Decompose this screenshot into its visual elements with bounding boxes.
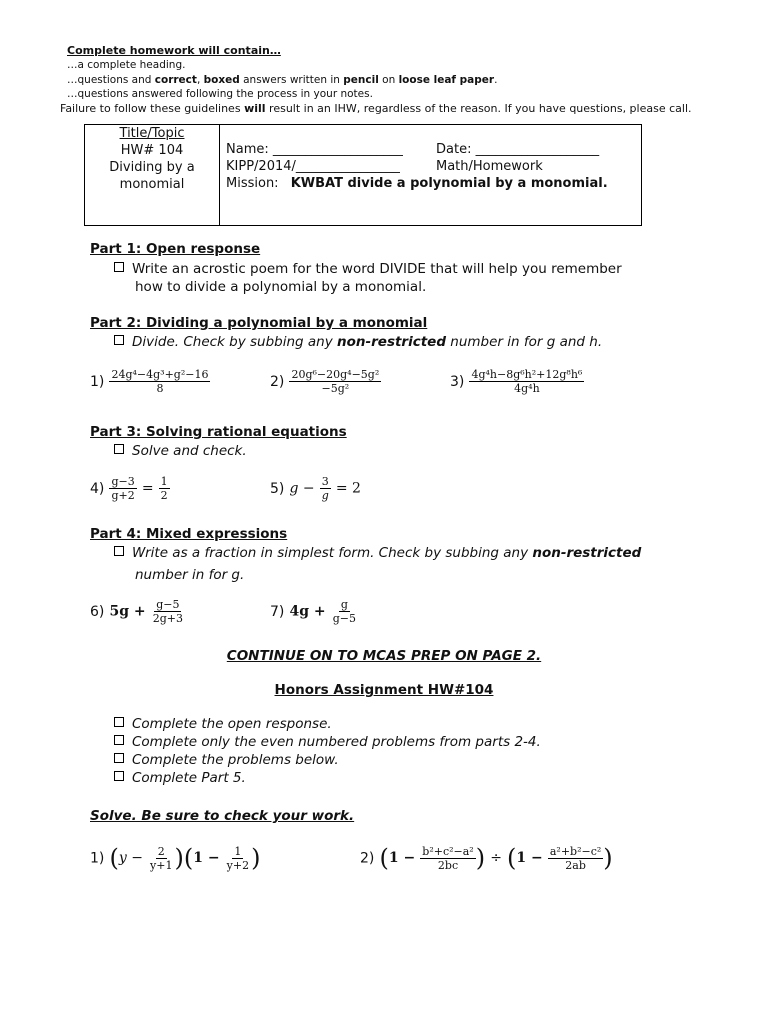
part4-nonrestricted: non-restricted xyxy=(532,545,642,561)
req2-boxed: boxed xyxy=(203,74,240,86)
numerator: 3 xyxy=(321,475,329,488)
equals-sign: = xyxy=(141,480,154,497)
warn-text: Failure to follow these guidelines xyxy=(60,102,245,115)
fraction xyxy=(548,845,603,872)
fraction xyxy=(151,598,185,625)
warn-text: result in an IHW, regardless of the reason. If you have questions, please call. xyxy=(265,102,692,115)
heading-box xyxy=(84,124,642,226)
divide-sign: ÷ xyxy=(490,850,502,866)
honors-item-4 xyxy=(114,769,246,787)
fraction xyxy=(148,845,174,872)
honors-title: Honors Assignment HW#104 xyxy=(274,682,494,698)
numerator: 4g⁴h−8g⁶h²+12g⁸h⁶ xyxy=(471,368,583,381)
part1-title: Part 1: Open response xyxy=(90,241,261,257)
fraction xyxy=(420,845,475,872)
paren-open: ( xyxy=(109,844,119,872)
requirement-line-3: …questions answered following the process in your notes. xyxy=(67,88,373,100)
checkbox-icon xyxy=(114,335,124,345)
denominator: y+2 xyxy=(226,858,250,872)
honors-item-3 xyxy=(114,751,339,769)
numerator: 2 xyxy=(157,844,165,858)
fraction xyxy=(320,475,331,502)
numerator: g−3 xyxy=(111,475,135,488)
problem-5 xyxy=(270,475,361,502)
subject-field: Math/Homework xyxy=(436,159,543,174)
problem-3 xyxy=(450,368,584,395)
warning-line xyxy=(60,102,720,115)
part3-text: Solve and check. xyxy=(132,443,247,459)
expression-part: g − xyxy=(289,480,315,497)
fraction xyxy=(469,368,584,395)
req2-text: , xyxy=(196,74,204,86)
req2-paper: loose leaf paper xyxy=(398,74,495,86)
paren-close: ) xyxy=(603,844,613,872)
hw-number: HW# 104 xyxy=(120,143,184,158)
checkbox-icon xyxy=(114,771,124,781)
honors-problem-2 xyxy=(360,844,613,872)
part3-instruction xyxy=(114,442,247,460)
problem-6 xyxy=(90,598,185,625)
denominator: 2g+3 xyxy=(152,612,183,625)
kipp-field: KIPP/2014/________________ xyxy=(226,159,400,174)
part3-title: Part 3: Solving rational equations xyxy=(90,424,347,440)
part4-text: Write as a fraction in simplest form. Check by subbing any xyxy=(132,545,533,561)
problem-7 xyxy=(270,598,358,625)
fraction xyxy=(289,368,381,395)
part2-instruction xyxy=(114,333,602,351)
checkbox-icon xyxy=(114,735,124,745)
req2-pencil: pencil xyxy=(343,74,379,86)
honors-item-1 xyxy=(114,715,332,733)
req2-text: on xyxy=(378,74,399,86)
denominator: 2ab xyxy=(565,858,586,872)
mission-text: KWBAT divide a polynomial by a monomial. xyxy=(290,176,608,191)
req2-text: . xyxy=(494,74,498,86)
numerator: g−5 xyxy=(156,598,180,611)
numerator: a²+b²−c² xyxy=(549,844,602,858)
requirement-line-1: …a complete heading. xyxy=(67,59,186,71)
fraction xyxy=(109,475,136,502)
part2-nonrestricted: non-restricted xyxy=(337,334,446,350)
checkbox-icon xyxy=(114,753,124,763)
honors-problem-1 xyxy=(90,844,260,872)
paren-open: ( xyxy=(507,844,517,872)
denominator: y+1 xyxy=(150,858,173,872)
denominator: g xyxy=(321,489,329,502)
part4-text-2: number in for g. xyxy=(135,567,245,583)
expression-part: 1 − xyxy=(388,850,416,866)
honors-item-2 xyxy=(114,733,541,751)
numerator: b²+c²−a² xyxy=(422,844,474,858)
fraction xyxy=(159,475,170,502)
checkbox-icon xyxy=(114,262,124,272)
req2-text: …questions and xyxy=(67,74,155,86)
paren-open: ( xyxy=(379,844,389,872)
problem-number: 1) xyxy=(90,850,105,867)
fraction xyxy=(109,368,210,395)
info-cell xyxy=(226,141,608,192)
paren-close: ) xyxy=(174,844,184,872)
title-topic-label: Title/Topic xyxy=(119,126,185,141)
numerator: 20g⁶−20g⁴−5g² xyxy=(291,368,380,381)
paren-close: ) xyxy=(251,844,261,872)
expression-part: 4g + xyxy=(289,603,326,620)
paren-close: ) xyxy=(475,844,486,872)
checkbox-icon xyxy=(114,444,124,454)
checkbox-icon xyxy=(114,717,124,727)
solve-title: Solve. Be sure to check your work. xyxy=(90,808,355,824)
part2-text: number in for g and h. xyxy=(446,334,603,350)
part1-text-2: how to divide a polynomial by a monomial. xyxy=(135,279,427,295)
part2-text: Divide. Check by subbing any xyxy=(132,334,338,350)
honors-text: Complete Part 5. xyxy=(132,770,246,786)
checkbox-icon xyxy=(114,546,124,556)
denominator: −5g² xyxy=(321,382,350,395)
part2-title: Part 2: Dividing a polynomial by a monomial xyxy=(90,315,428,331)
denominator: 2 xyxy=(160,489,168,502)
problem-number: 3) xyxy=(450,374,465,390)
mission-label: Mission: xyxy=(226,176,279,191)
numerator: 24g⁴−4g³+g²−16 xyxy=(111,368,209,381)
expression-part: = 2 xyxy=(335,480,361,497)
req2-correct: correct xyxy=(154,74,197,86)
numerator: 1 xyxy=(160,475,168,488)
denominator: 4g⁴h xyxy=(514,382,540,395)
problem-4 xyxy=(90,475,170,502)
part4-instruction xyxy=(114,544,641,562)
problem-number: 6) xyxy=(90,604,105,620)
problem-2 xyxy=(270,368,381,395)
name-field: Name: ____________________ xyxy=(226,142,403,157)
paren-open: ( xyxy=(183,844,194,872)
title-topic-cell xyxy=(85,125,220,225)
expression-part: 1 − xyxy=(516,850,543,866)
fraction xyxy=(225,845,251,872)
honors-text: Complete only the even numbered problems from parts 2-4. xyxy=(132,734,541,750)
problem-number: 5) xyxy=(270,481,285,497)
problem-number: 7) xyxy=(270,604,285,620)
problem-number: 4) xyxy=(90,481,105,497)
topic-line-2: monomial xyxy=(119,177,185,192)
continue-note: CONTINUE ON TO MCAS PREP ON PAGE 2. xyxy=(226,648,542,664)
part4-title: Part 4: Mixed expressions xyxy=(90,526,288,542)
topic-line-1: Dividing by a xyxy=(109,160,195,175)
problem-number: 2) xyxy=(270,374,285,390)
requirement-line-2 xyxy=(67,74,497,87)
fraction xyxy=(331,598,358,625)
req2-text: answers written in xyxy=(239,74,344,86)
expression-part: 1 − xyxy=(193,850,220,866)
warn-will: will xyxy=(244,102,266,115)
numerator: g xyxy=(340,598,348,611)
numerator: 1 xyxy=(234,844,242,858)
homework-heading: Complete homework will contain… xyxy=(67,44,281,57)
denominator: g−5 xyxy=(332,612,356,625)
problem-number: 1) xyxy=(90,374,105,390)
problem-number: 2) xyxy=(360,850,375,867)
denominator: 2bc xyxy=(437,858,459,872)
honors-text: Complete the problems below. xyxy=(132,752,339,768)
denominator: g+2 xyxy=(111,489,135,502)
expression-part: 5g + xyxy=(109,603,146,620)
honors-text: Complete the open response. xyxy=(132,716,332,732)
problem-1 xyxy=(90,368,210,395)
part1-text-1: Write an acrostic poem for the word DIVIDE that will help you remember xyxy=(132,261,622,277)
part1-instruction xyxy=(114,260,622,278)
expression-part: y − xyxy=(118,850,143,866)
denominator: 8 xyxy=(156,382,164,395)
date-field: Date: ___________________ xyxy=(436,142,600,157)
